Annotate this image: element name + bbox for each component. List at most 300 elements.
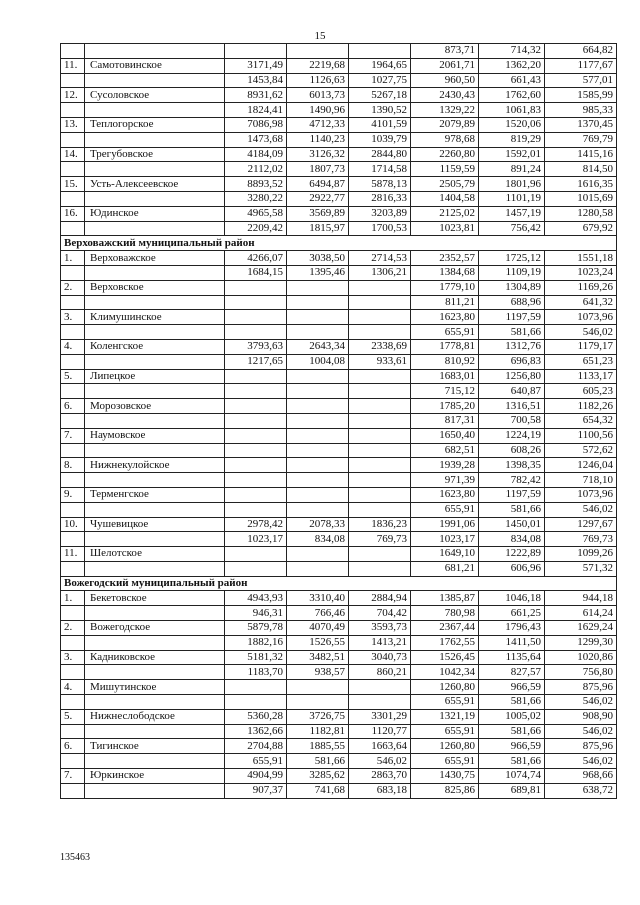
row-number (61, 532, 85, 547)
value-cell: 1222,89 (479, 547, 545, 562)
table-row (61, 635, 617, 650)
value-cell (349, 502, 411, 517)
value-cell: 5360,28 (225, 709, 287, 724)
value-cell: 1683,01 (411, 369, 479, 384)
value-cell (349, 487, 411, 502)
value-cell: 1362,66 (225, 724, 287, 739)
table-row (61, 162, 617, 177)
value-cell: 581,66 (479, 695, 545, 710)
value-cell: 605,23 (545, 384, 617, 399)
value-cell: 1061,83 (479, 103, 545, 118)
value-cell: 1762,60 (479, 88, 545, 103)
table-row (61, 251, 617, 266)
value-cell (287, 399, 349, 414)
table-row (61, 665, 617, 680)
value-cell: 873,71 (411, 44, 479, 59)
row-number: 1. (61, 591, 85, 606)
value-cell: 3171,49 (225, 58, 287, 73)
row-number: 15. (61, 177, 85, 192)
table-row (61, 621, 617, 636)
table-row (61, 58, 617, 73)
table-row (61, 413, 617, 428)
row-number: 8. (61, 458, 85, 473)
section-title: Верховажский муниципальный район (61, 236, 617, 251)
value-cell: 4266,07 (225, 251, 287, 266)
value-cell: 2352,57 (411, 251, 479, 266)
value-cell (287, 695, 349, 710)
row-number (61, 665, 85, 680)
value-cell (287, 428, 349, 443)
value-cell (349, 295, 411, 310)
settlement-name: Теплогорское (85, 117, 225, 132)
value-cell: 718,10 (545, 473, 617, 488)
row-number (61, 44, 85, 59)
value-cell: 8931,62 (225, 88, 287, 103)
value-cell: 5879,78 (225, 621, 287, 636)
value-cell: 1390,52 (349, 103, 411, 118)
row-number (61, 384, 85, 399)
value-cell: 608,26 (479, 443, 545, 458)
value-cell: 1384,68 (411, 265, 479, 280)
table-row (61, 206, 617, 221)
row-number (61, 695, 85, 710)
table-row (61, 443, 617, 458)
value-cell: 2922,77 (287, 191, 349, 206)
value-cell (349, 413, 411, 428)
row-number (61, 754, 85, 769)
row-number: 7. (61, 428, 85, 443)
tariff-table (60, 43, 617, 799)
row-number (61, 502, 85, 517)
value-cell: 1700,53 (349, 221, 411, 236)
value-cell (349, 325, 411, 340)
value-cell: 1299,30 (545, 635, 617, 650)
value-cell: 908,90 (545, 709, 617, 724)
value-cell: 1796,43 (479, 621, 545, 636)
row-number: 4. (61, 680, 85, 695)
value-cell: 1224,19 (479, 428, 545, 443)
settlement-name (85, 754, 225, 769)
settlement-name: Нижнекулойское (85, 458, 225, 473)
value-cell: 960,50 (411, 73, 479, 88)
row-number: 11. (61, 58, 85, 73)
row-number (61, 132, 85, 147)
value-cell (225, 443, 287, 458)
row-number: 6. (61, 399, 85, 414)
row-number (61, 265, 85, 280)
row-number: 7. (61, 769, 85, 784)
settlement-name: Юдинское (85, 206, 225, 221)
value-cell: 1836,23 (349, 517, 411, 532)
value-cell: 1490,96 (287, 103, 349, 118)
table-row (61, 502, 617, 517)
row-number (61, 561, 85, 576)
value-cell (349, 473, 411, 488)
settlement-name (85, 443, 225, 458)
value-cell: 946,31 (225, 606, 287, 621)
value-cell: 1297,67 (545, 517, 617, 532)
settlement-name: Верховажское (85, 251, 225, 266)
value-cell: 1526,55 (287, 635, 349, 650)
settlement-name (85, 265, 225, 280)
settlement-name: Морозовское (85, 399, 225, 414)
value-cell: 1246,04 (545, 458, 617, 473)
value-cell (349, 695, 411, 710)
value-cell: 3593,73 (349, 621, 411, 636)
value-cell (287, 295, 349, 310)
settlement-name: Трегубовское (85, 147, 225, 162)
value-cell: 1015,69 (545, 191, 617, 206)
value-cell (225, 295, 287, 310)
row-number (61, 162, 85, 177)
value-cell: 3793,63 (225, 339, 287, 354)
value-cell: 546,02 (545, 754, 617, 769)
value-cell: 1197,59 (479, 487, 545, 502)
value-cell: 1140,23 (287, 132, 349, 147)
value-cell: 1217,65 (225, 354, 287, 369)
value-cell: 825,86 (411, 783, 479, 798)
settlement-name (85, 783, 225, 798)
settlement-name (85, 73, 225, 88)
table-row (61, 280, 617, 295)
value-cell: 1074,74 (479, 769, 545, 784)
value-cell: 2061,71 (411, 58, 479, 73)
value-cell: 4070,49 (287, 621, 349, 636)
value-cell: 3280,22 (225, 191, 287, 206)
value-cell (225, 399, 287, 414)
table-row (61, 369, 617, 384)
value-cell: 2112,02 (225, 162, 287, 177)
value-cell: 4904,99 (225, 769, 287, 784)
value-cell: 938,57 (287, 665, 349, 680)
value-cell: 2643,34 (287, 339, 349, 354)
row-number (61, 413, 85, 428)
table-row (61, 650, 617, 665)
value-cell (287, 325, 349, 340)
value-cell: 1450,01 (479, 517, 545, 532)
table-row (61, 561, 617, 576)
value-cell: 655,91 (411, 754, 479, 769)
value-cell: 661,43 (479, 73, 545, 88)
value-cell: 1592,01 (479, 147, 545, 162)
value-cell (287, 680, 349, 695)
value-cell: 6494,87 (287, 177, 349, 192)
value-cell: 1824,41 (225, 103, 287, 118)
value-cell: 638,72 (545, 783, 617, 798)
value-cell: 875,96 (545, 680, 617, 695)
value-cell: 581,66 (479, 724, 545, 739)
value-cell: 1182,81 (287, 724, 349, 739)
settlement-name (85, 295, 225, 310)
value-cell: 811,21 (411, 295, 479, 310)
value-cell (349, 547, 411, 562)
row-number (61, 724, 85, 739)
settlement-name (85, 532, 225, 547)
settlement-name: Климушинское (85, 310, 225, 325)
value-cell: 681,21 (411, 561, 479, 576)
row-number (61, 354, 85, 369)
value-cell: 546,02 (545, 502, 617, 517)
settlement-name (85, 191, 225, 206)
value-cell: 1684,15 (225, 265, 287, 280)
value-cell: 1964,65 (349, 58, 411, 73)
value-cell: 1807,73 (287, 162, 349, 177)
value-cell: 1362,20 (479, 58, 545, 73)
value-cell: 944,18 (545, 591, 617, 606)
value-cell: 1005,02 (479, 709, 545, 724)
value-cell (287, 473, 349, 488)
value-cell: 907,37 (225, 783, 287, 798)
value-cell (225, 384, 287, 399)
value-cell: 4712,33 (287, 117, 349, 132)
settlement-name (85, 413, 225, 428)
value-cell: 756,42 (479, 221, 545, 236)
value-cell: 1073,96 (545, 487, 617, 502)
value-cell (349, 680, 411, 695)
settlement-name (85, 502, 225, 517)
table-row (61, 132, 617, 147)
row-number: 2. (61, 280, 85, 295)
value-cell: 4101,59 (349, 117, 411, 132)
value-cell: 741,68 (287, 783, 349, 798)
table-row (61, 325, 617, 340)
value-cell: 966,59 (479, 739, 545, 754)
settlement-name (85, 132, 225, 147)
value-cell: 2260,80 (411, 147, 479, 162)
value-cell: 1042,34 (411, 665, 479, 680)
value-cell: 641,32 (545, 295, 617, 310)
value-cell: 1197,59 (479, 310, 545, 325)
value-cell: 1260,80 (411, 739, 479, 754)
value-cell: 1133,17 (545, 369, 617, 384)
value-cell (349, 280, 411, 295)
value-cell: 1101,19 (479, 191, 545, 206)
value-cell: 814,50 (545, 162, 617, 177)
row-number (61, 443, 85, 458)
settlement-name (85, 635, 225, 650)
table-row (61, 487, 617, 502)
value-cell: 4965,58 (225, 206, 287, 221)
value-cell: 1991,06 (411, 517, 479, 532)
table-row (61, 295, 617, 310)
value-cell (287, 487, 349, 502)
value-cell: 1551,18 (545, 251, 617, 266)
settlement-name (85, 384, 225, 399)
value-cell (349, 369, 411, 384)
value-cell (225, 280, 287, 295)
value-cell: 1329,22 (411, 103, 479, 118)
table-row (61, 221, 617, 236)
value-cell (225, 413, 287, 428)
value-cell (287, 547, 349, 562)
settlement-name: Бекетовское (85, 591, 225, 606)
settlement-name (85, 724, 225, 739)
value-cell: 572,62 (545, 443, 617, 458)
value-cell: 2125,02 (411, 206, 479, 221)
value-cell: 1520,06 (479, 117, 545, 132)
value-cell: 655,91 (411, 502, 479, 517)
value-cell: 3203,89 (349, 206, 411, 221)
value-cell: 5878,13 (349, 177, 411, 192)
table-row (61, 103, 617, 118)
value-cell (225, 561, 287, 576)
value-cell: 968,66 (545, 769, 617, 784)
value-cell: 8893,52 (225, 177, 287, 192)
value-cell: 1398,35 (479, 458, 545, 473)
value-cell: 1430,75 (411, 769, 479, 784)
value-cell: 1395,46 (287, 265, 349, 280)
value-cell: 1073,96 (545, 310, 617, 325)
value-cell: 1260,80 (411, 680, 479, 695)
settlement-name: Наумовское (85, 428, 225, 443)
value-cell: 2430,43 (411, 88, 479, 103)
settlement-name (85, 325, 225, 340)
table-row (61, 606, 617, 621)
value-cell (349, 44, 411, 59)
value-cell (349, 458, 411, 473)
value-cell: 2844,80 (349, 147, 411, 162)
value-cell: 1316,51 (479, 399, 545, 414)
value-cell (225, 458, 287, 473)
value-cell: 1650,40 (411, 428, 479, 443)
value-cell: 1453,84 (225, 73, 287, 88)
value-cell: 2209,42 (225, 221, 287, 236)
value-cell: 683,18 (349, 783, 411, 798)
value-cell: 1023,17 (411, 532, 479, 547)
value-cell: 1413,21 (349, 635, 411, 650)
value-cell: 1616,35 (545, 177, 617, 192)
value-cell: 7086,98 (225, 117, 287, 132)
settlement-name: Мишутинское (85, 680, 225, 695)
value-cell: 1939,28 (411, 458, 479, 473)
value-cell: 1020,86 (545, 650, 617, 665)
page-number: 15 (314, 30, 326, 42)
value-cell: 664,82 (545, 44, 617, 59)
value-cell: 2219,68 (287, 58, 349, 73)
value-cell: 1004,08 (287, 354, 349, 369)
value-cell: 875,96 (545, 739, 617, 754)
value-cell (349, 310, 411, 325)
settlement-name: Коленгское (85, 339, 225, 354)
value-cell: 782,42 (479, 473, 545, 488)
row-number (61, 606, 85, 621)
row-number (61, 783, 85, 798)
value-cell: 966,59 (479, 680, 545, 695)
value-cell: 546,02 (545, 325, 617, 340)
row-number (61, 325, 85, 340)
value-cell: 679,92 (545, 221, 617, 236)
value-cell: 581,66 (479, 754, 545, 769)
settlement-name: Тигинское (85, 739, 225, 754)
value-cell: 1882,16 (225, 635, 287, 650)
value-cell: 1159,59 (411, 162, 479, 177)
settlement-name: Юркинское (85, 769, 225, 784)
value-cell (349, 384, 411, 399)
row-number: 13. (61, 117, 85, 132)
value-cell (287, 443, 349, 458)
row-number: 16. (61, 206, 85, 221)
row-number (61, 73, 85, 88)
value-cell (225, 428, 287, 443)
row-number (61, 473, 85, 488)
value-cell: 769,79 (545, 132, 617, 147)
value-cell: 1725,12 (479, 251, 545, 266)
value-cell: 1023,17 (225, 532, 287, 547)
value-cell (349, 399, 411, 414)
table-row (61, 310, 617, 325)
value-cell: 1411,50 (479, 635, 545, 650)
value-cell (287, 413, 349, 428)
value-cell: 1649,10 (411, 547, 479, 562)
value-cell: 827,57 (479, 665, 545, 680)
settlement-name (85, 103, 225, 118)
document-code: 135463 (60, 852, 90, 863)
table-row (61, 754, 617, 769)
value-cell: 2078,33 (287, 517, 349, 532)
value-cell: 1182,26 (545, 399, 617, 414)
settlement-name: Вожегодское (85, 621, 225, 636)
value-cell (225, 680, 287, 695)
value-cell: 1023,81 (411, 221, 479, 236)
value-cell: 2367,44 (411, 621, 479, 636)
value-cell: 1169,26 (545, 280, 617, 295)
table-row (61, 458, 617, 473)
value-cell: 1404,58 (411, 191, 479, 206)
row-number (61, 635, 85, 650)
table-row (61, 724, 617, 739)
settlement-name (85, 695, 225, 710)
value-cell: 1885,55 (287, 739, 349, 754)
value-cell: 3040,73 (349, 650, 411, 665)
value-cell: 1385,87 (411, 591, 479, 606)
value-cell: 891,24 (479, 162, 545, 177)
value-cell (225, 310, 287, 325)
value-cell: 769,73 (545, 532, 617, 547)
table-row (61, 177, 617, 192)
table-row (61, 339, 617, 354)
section-title: Вожегодский муниципальный район (61, 576, 617, 591)
table-row (61, 428, 617, 443)
value-cell: 1779,10 (411, 280, 479, 295)
value-cell: 1370,45 (545, 117, 617, 132)
value-cell (287, 369, 349, 384)
row-number: 6. (61, 739, 85, 754)
value-cell: 704,42 (349, 606, 411, 621)
value-cell: 860,21 (349, 665, 411, 680)
row-number: 9. (61, 487, 85, 502)
table-row (61, 591, 617, 606)
table-row (61, 44, 617, 59)
value-cell: 810,92 (411, 354, 479, 369)
table-row (61, 399, 617, 414)
value-cell: 6013,73 (287, 88, 349, 103)
value-cell: 834,08 (479, 532, 545, 547)
value-cell: 2338,69 (349, 339, 411, 354)
value-cell: 5267,18 (349, 88, 411, 103)
value-cell: 1629,24 (545, 621, 617, 636)
value-cell: 682,51 (411, 443, 479, 458)
value-cell: 819,29 (479, 132, 545, 147)
section-header-row (61, 236, 617, 251)
value-cell: 571,32 (545, 561, 617, 576)
value-cell (225, 473, 287, 488)
value-cell (287, 502, 349, 517)
value-cell: 4943,93 (225, 591, 287, 606)
value-cell: 1312,76 (479, 339, 545, 354)
settlement-name: Липецкое (85, 369, 225, 384)
value-cell: 1039,79 (349, 132, 411, 147)
value-cell: 2505,79 (411, 177, 479, 192)
